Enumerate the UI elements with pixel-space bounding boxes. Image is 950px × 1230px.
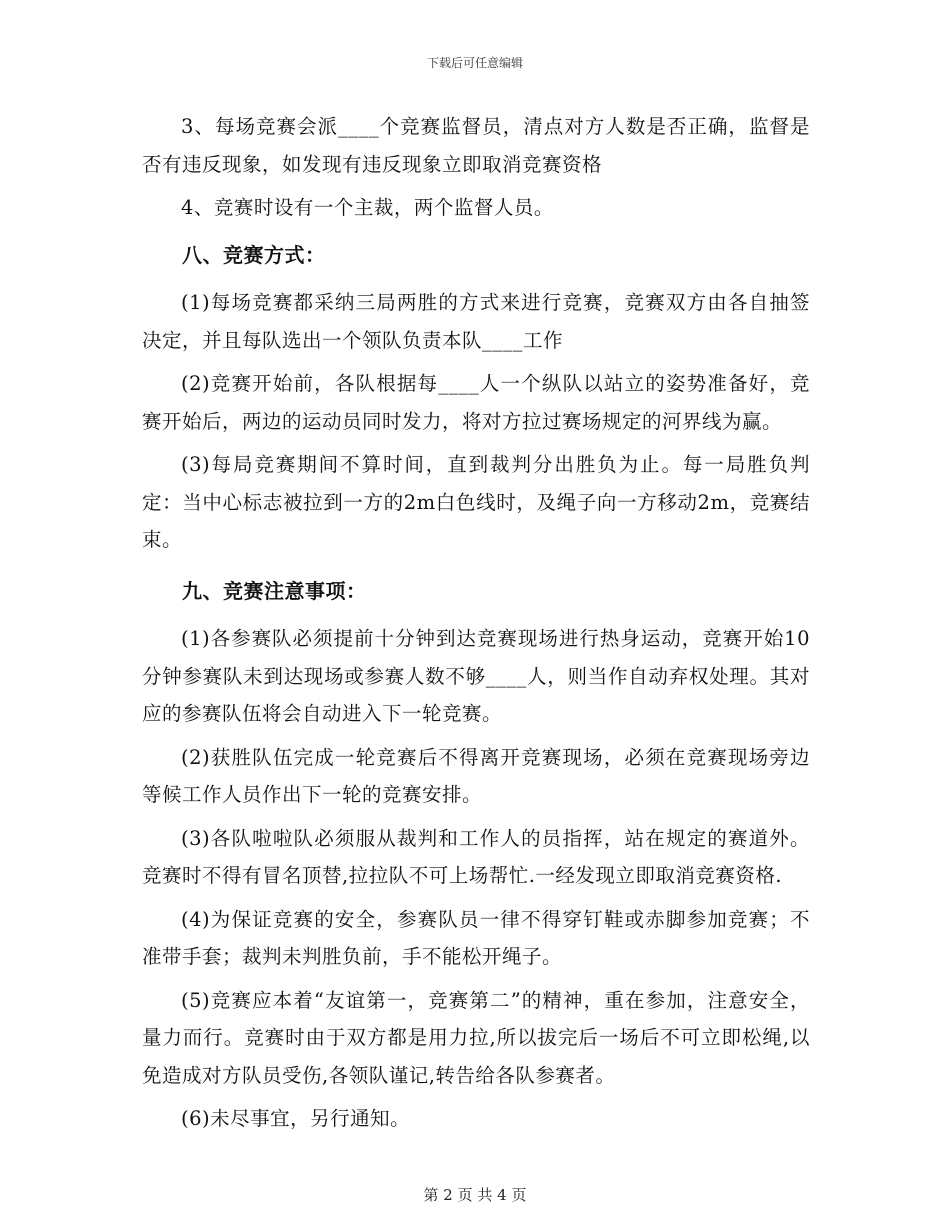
document-body <box>142 108 810 1138</box>
notes-item-1: (1)各参赛队必须提前十分钟到达竞赛现场进行热身运动，竞赛开始10分钟参赛队未到达现场或参赛人数不够____人，则当作自动弃权处理。其对应的参赛队伍将会自动进入下一轮竞赛。 <box>142 627 810 725</box>
notes-item-2: (2)获胜队伍完成一轮竞赛后不得离开竞赛现场，必须在竞赛现场旁边等候工作人员作出下一轮的竞赛安排。 <box>142 745 810 806</box>
page-header: 下载后可任意编辑 <box>426 56 523 70</box>
notes-item-4: (4)为保证竞赛的安全，参赛队员一律不得穿钉鞋或赤脚参加竞赛；不准带手套；裁判未判胜负前，手不能松开绳子。 <box>142 907 810 968</box>
clause-4-referees: 4、竞赛时设有一个主裁，两个监督人员。 <box>181 196 554 219</box>
clause-3-supervisors: 3、每场竞赛会派____个竞赛监督员，清点对方人数是否正确，监督是否有违反现象，如发现有违反现象立即取消竞赛资格 <box>142 115 810 176</box>
notes-item-3: (3)各队啦啦队必须服从裁判和工作人的员指挥，站在规定的赛道外。竞赛时不得有冒名顶替,拉拉队不可上场帮忙.一经发现立即取消竞赛资格. <box>142 826 810 887</box>
format-item-1: (1)每场竞赛都采纳三局两胜的方式来进行竞赛，竞赛双方由各自抽签决定，并且每队选出一个领队负责本队____工作 <box>142 291 810 352</box>
format-item-3: (3)每局竞赛期间不算时间，直到裁判分出胜负为止。每一局胜负判定：当中心标志被拉到一方的2m白色线时，及绳子向一方移动2m，竞赛结束。 <box>142 453 810 551</box>
section-heading-competition-format: 八、竞赛方式： <box>182 242 326 267</box>
section-heading-notes: 九、竞赛注意事项： <box>182 578 367 603</box>
page-footer: 第 2 页 共 4 页 <box>423 1186 527 1204</box>
format-item-2: (2)竞赛开始前，各队根据每____人一个纵队以站立的姿势准备好，竞赛开始后，两边的运动员同时发力，将对方拉过赛场规定的河界线为赢。 <box>142 372 810 433</box>
notes-item-5: (5)竞赛应本着“友谊第一，竞赛第二”的精神，重在参加，注意安全，量力而行。竞赛时由于双方都是用力拉,所以拔完后一场后不可立即松绳,以免造成对方队员受伤,各领队谨记,转告给各队参赛者。 <box>142 988 810 1087</box>
notes-item-6: (6)未尽事宜，另行通知。 <box>181 1107 411 1130</box>
